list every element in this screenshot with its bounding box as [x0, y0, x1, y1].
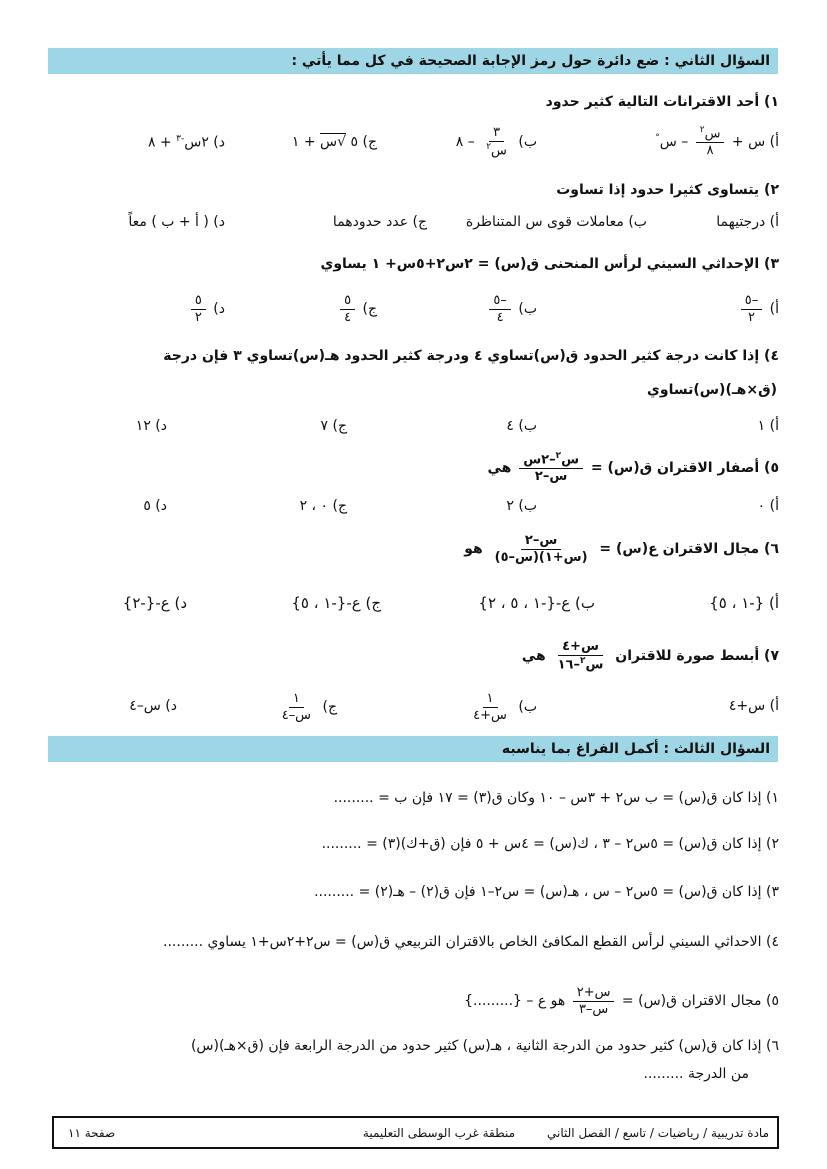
q2-header: السؤال الثاني : ضع دائرة حول رمز الإجابة الصحيحة في كل مما يأتي : [48, 48, 778, 74]
q3-item6-line2: من الدرجة ......... [643, 1066, 749, 1082]
q2-item3-option-b: ب) $\frac{-٥}{٤}$ [486, 294, 537, 324]
q2-item4-option-c: ج) ٧ [320, 418, 347, 434]
q2-item4-option-a: أ) ١ [757, 418, 779, 434]
q3-item3: ٣) إذا كان ق(س) = ٥س٢ – س ، هـ(س) = س٢–١ فإن ق(٢) – هـ(٢) = ......... [314, 884, 779, 900]
q2-item4-stem: ٤) إذا كانت درجة كثير الحدود ق(س)تساوي ٤ ودرجة كثير الحدود هـ(س)تساوي ٣ فإن درجة [163, 348, 779, 364]
q2-item6-stem: ٦) مجال الاقتران ع(س) = $\frac{\text{س–٢}}{\text{(س+١)(س–٥)}}$ هو [464, 533, 779, 565]
q3-item5: ٥) مجال الاقتران ق(س) = $\frac{\text{س+٢}}{\text{س–٣}}$ هو ع – {.........} [464, 985, 779, 1017]
q3-item4: ٤) الاحداثي السيني لرأس القطع المكافئ الخاص بالاقتران التربيعي ق(س) = س٢+٢س+١ يساوي ......... [163, 934, 779, 950]
q2-item6-option-c: ج) ع-{-١ ، ٥} [291, 594, 381, 612]
q2-item3-option-a: أ) $\frac{-٥}{٢}$ [738, 294, 779, 324]
q2-item5-option-a: أ) ٠ [757, 498, 779, 514]
q2-item4-stem-line2: (ق×هـ)(س)تساوي [647, 382, 777, 398]
page-footer [52, 1116, 779, 1149]
footer-page-number: صفحة ١١ [68, 1126, 116, 1140]
q2-item4-option-b: ب) ٤ [506, 418, 537, 434]
footer-course-info: مادة تدريبية / رياضيات / تاسع / الفصل الثاني [547, 1126, 769, 1140]
q2-item2-option-c: ج) عدد حدودهما [332, 214, 427, 230]
q3-item6: ٦) إذا كان ق(س) كثير حدود من الدرجة الثانية ، هـ(س) كثير حدود من الدرجة الرابعة فإن (ق×هـ)(س) [190, 1038, 779, 1054]
q2-item6-option-a: أ) {-١ ، ٥} [709, 594, 779, 612]
q2-item5-option-c: ج) ٠ ، ٢ [299, 498, 347, 514]
q2-item2-option-d: د) ( أ + ب ) معاً [128, 214, 225, 230]
q2-item2-option-a: أ) درجتيهما [716, 214, 779, 230]
q3-header: السؤال الثالث : أكمل الفراغ بما يناسبه [48, 736, 778, 762]
q2-item4-option-d: د) ١٢ [135, 418, 167, 434]
q2-item5-option-b: ب) ٢ [506, 498, 537, 514]
q2-item5-stem: ٥) أصفار الاقتران ق(س) = $\frac{س^٢-٢س}{\text{س–٢}}$ هي [487, 451, 779, 484]
q2-item7-option-b: ب) $\frac{١}{\text{س+٤}}$ [473, 691, 537, 723]
q2-item5-option-d: د) ٥ [143, 498, 167, 514]
q3-item1: ١) إذا كان ق(س) = ب س٢ + ٣س – ١٠ وكان ق(٣) = ١٧ فإن ب = ......... [333, 790, 779, 806]
q2-item1-option-a: أ) س + $\frac{س^٢}{٨}$ – س° [655, 125, 779, 158]
q2-item1-option-d: د) ٢س$^{-٣}$ + ٨ [147, 134, 225, 151]
q2-item2-option-b: ب) معاملات قوى س المتناظرة [465, 214, 647, 230]
q2-item7-stem: ٧) أبسط صورة للاقتران $\frac{\text{س+٤}}{س^٢-١٦}$ هي [521, 639, 779, 672]
q2-item3-stem: ٣) الإحداثي السيني لرأس المنحنى ق(س) = ٢س٢+٥س+ ١ يساوي [320, 256, 779, 272]
q2-item6-option-d: د) ع-{-٢} [122, 594, 187, 612]
q2-item1-option-b: ب) $\frac{٣}{س^٢}$ – ٨ [455, 125, 537, 158]
q2-item6-option-b: ب) ع-{-١ ، ٥ ، ٢} [478, 594, 595, 612]
q2-item7-option-a: أ) س+٤ [728, 698, 779, 714]
q2-item3-option-d: د) $\frac{٥}{٢}$ [188, 294, 225, 324]
q2-item1-option-c: ج) ٥ √س + ١ [291, 134, 377, 150]
q2-item3-option-c: ج) $\frac{٥}{٤}$ [337, 294, 377, 324]
q2-item7-option-d: د) س–٤ [129, 698, 177, 714]
q2-item7-option-c: ج) $\frac{١}{\text{س–٤}}$ [281, 691, 337, 723]
q2-item2-stem: ٢) يتساوى كثيرا حدود إذا تساوت [556, 182, 779, 198]
footer-region: منطقة غرب الوسطى التعليمية [362, 1126, 515, 1140]
q3-item2: ٢) إذا كان ق(س) = ٥س٢ – ٣ ، ك(س) = ٤س + ٥ فإن (ق+ك)(٣) = ......... [321, 836, 779, 852]
q2-item1-stem: ١) أحد الاقترانات التالية كثير حدود [545, 94, 779, 110]
